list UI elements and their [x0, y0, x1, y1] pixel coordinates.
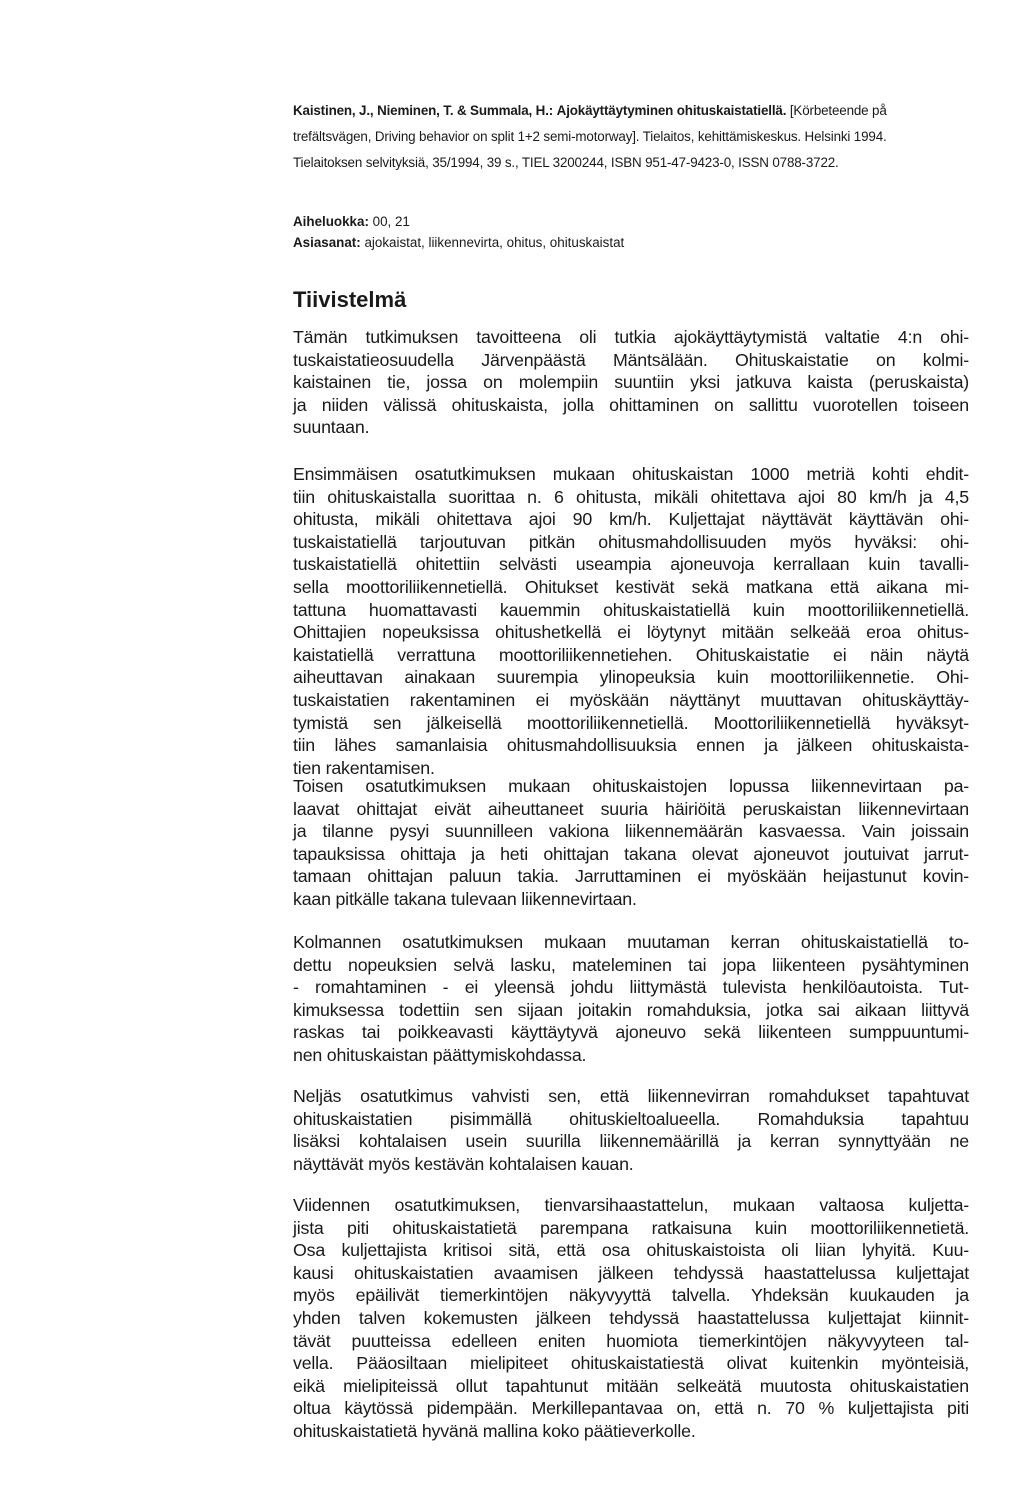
paragraph-line: Neljäs osatutkimus vahvisti sen, että liikennevirran romahdukset tapahtuvat	[293, 1086, 969, 1106]
paragraph-line: kausi ohituskaistatien avaamisen jälkeen tehdyssä haastattelussa kuljettajat	[293, 1262, 969, 1283]
paragraph-line: tuskaistatieosuudella Järvenpäästä Mäntsälään. Ohituskaistatie on kolmi-	[293, 349, 969, 370]
paragraph-line: Ensimmäisen osatutkimuksen mukaan ohituskaistan 1000 metriä kohti ehdit-	[293, 464, 969, 484]
paragraph-line: tuskaistatiellä tarjoutuvan pitkän ohitusmahdollisuuden myös hyväksi: ohi-	[293, 531, 969, 552]
paragraph-line: ja tilanne pysyi suunnilleen vakiona liikennemäärän kasvaessa. Vain joissain	[293, 821, 969, 842]
reference-line-3: Tielaitoksen selvityksiä, 35/1994, 39 s., TIEL 3200244, ISBN 951-47-9423-0, ISSN 0788-3722.	[293, 155, 839, 170]
paragraph-line: kaistainen tie, jossa on molempiin suuntiin yksi jatkuva kaista (peruskaista)	[293, 372, 969, 393]
reference-line-2: trefältsvägen, Driving behavior on split 1+2 semi-motorway]. Tielaitos, kehittämiskeskus. Helsinki 1994.	[293, 129, 887, 144]
paragraph-line: Tämän tutkimuksen tavoitteena oli tutkia ajokäyttäytymistä valtatie 4:n ohi-	[293, 327, 969, 347]
paragraph-line: suuntaan.	[293, 417, 370, 438]
paragraph-line: ohituskaistatien pisimmällä ohituskieltoalueella. Romahduksia tapahtuu	[293, 1108, 969, 1129]
category-line	[293, 212, 973, 232]
paragraph-line: tamaan ohittajan paluun takia. Jarruttaminen ei myöskään heijastunut kovin-	[293, 866, 969, 887]
paragraph-1	[293, 326, 969, 439]
paragraph-5	[293, 1085, 969, 1175]
reference-line-1-rest: [Körbeteende på	[789, 103, 887, 118]
paragraph-line: Viidennen osatutkimuksen, tienvarsihaastattelun, mukaan valtaosa kuljetta-	[293, 1195, 969, 1215]
paragraph-line: jista piti ohituskaistatietä parempana ratkaisuna kuin moottoriliikennetietä.	[293, 1217, 969, 1238]
paragraph-line: tuskaistatien rakentaminen ei myöskään näyttänyt muuttavan ohituskäyttäy-	[293, 689, 969, 710]
paragraph-line: ohituskaistatietä hyvänä mallina koko päätieverkolle.	[293, 1420, 696, 1441]
paragraph-line: tiin ohituskaistalla suorittaa n. 6 ohitusta, mikäli ohitettava ajoi 80 km/h ja 4,5	[293, 486, 969, 507]
paragraph-4	[293, 931, 969, 1067]
paragraph-line: kimuksessa todettiin sen sijaan joitakin romahduksia, jotka sai aikaan liittyvä	[293, 999, 969, 1020]
keywords-value: ajokaistat, liikennevirta, ohitus, ohituskaistat	[364, 235, 625, 250]
paragraph-line: - romahtaminen - ei yleensä johdu liittymästä tulevista henkilöautoista. Tut-	[293, 977, 969, 998]
paragraph-line: kaan pitkälle takana tulevaan liikennevirtaan.	[293, 888, 637, 909]
reference-line-1	[293, 98, 973, 124]
paragraph-line: ja niiden välissä ohituskaista, jolla ohittaminen on sallittu vuorotellen toiseen	[293, 394, 969, 415]
category-label: Aiheluokka:	[293, 214, 369, 229]
paragraph-line: dettu nopeuksien selvä lasku, mateleminen tai jopa liikenteen pysähtyminen	[293, 954, 969, 975]
paragraph-2	[293, 463, 969, 779]
paragraph-line: Kolmannen osatutkimuksen mukaan muutaman kerran ohituskaistatiellä to-	[293, 932, 969, 952]
abstract-heading: Tiivistelmä	[293, 287, 407, 312]
paragraph-line: tien rakentamisen.	[293, 757, 435, 778]
paragraph-line: kaistatiellä verrattuna moottoriliikennetiehen. Ohituskaistatie ei näin näytä	[293, 644, 969, 665]
paragraph-line: tymistä sen jälkeisellä moottoriliikennetiellä. Moottoriliikennetiellä hyväksyt-	[293, 712, 969, 733]
paragraph-line: vella. Pääosiltaan mielipiteet ohituskaistatiestä olivat kuitenkin myönteisiä,	[293, 1353, 969, 1374]
paragraph-line: tiin lähes samanlaisia ohitusmahdollisuuksia ennen ja jälkeen ohituskaista-	[293, 735, 969, 756]
paragraph-line: lisäksi kohtalaisen usein suurilla liikennemäärillä ja kerran synnyttyään ne	[293, 1131, 969, 1152]
category-value: 00, 21	[372, 214, 410, 229]
paragraph-line: sella moottoriliikennetiellä. Ohitukset kestivät sekä matkana että aikana mi-	[293, 576, 969, 597]
paragraph-line: myös epäilivät tiemerkintöjen näkyvyyttä talvella. Yhdeksän kuukauden ja	[293, 1285, 969, 1306]
paragraph-line: tattuna huomattavasti kauemmin ohituskaistatiellä kuin moottoriliikennetiellä.	[293, 599, 969, 620]
paragraph-line: raskas tai poikkeavasti käyttäytyvä ajoneuvo sekä liikenteen sumppuuntumi-	[293, 1022, 969, 1043]
paragraph-line: laavat ohittajat eivät aiheuttaneet suuria häiriöitä peruskaistan liikennevirtaan	[293, 798, 969, 819]
keywords-line	[293, 233, 973, 253]
paragraph-line: tapauksissa ohittaja ja heti ohittajan takana olevat ajoneuvot joutuivat jarrut-	[293, 843, 969, 864]
paragraph-line: ohitusta, mikäli ohitettava ajoi 90 km/h. Kuljettajat näyttävät käyttävän ohi-	[293, 509, 969, 530]
paragraph-line: näyttävät myös kestävän kohtalaisen kauan.	[293, 1153, 634, 1174]
paragraph-line: tuskaistatiellä ohitettiin selvästi useampia ajoneuvoja kerrallaan kuin tavalli-	[293, 554, 969, 575]
paragraph-line: aiheuttavan ainakaan suurempia ylinopeuksia kuin moottoriliikennetie. Ohi-	[293, 667, 969, 688]
paragraph-line: yhden talven kokemusten jälkeen tehdyssä haastattelussa kuljettajat kiinnit-	[293, 1307, 969, 1328]
reference-title: Ajokäyttäytyminen ohituskaistatiellä.	[556, 103, 787, 118]
bibliographic-reference	[293, 98, 973, 176]
paragraph-line: Osa kuljettajista kritisoi sitä, että osa ohituskaistoista oli liian lyhyitä. Kuu-	[293, 1240, 969, 1261]
paragraph-line: tävät puutteissa edelleen eniten huomiota tiemerkintöjen näkyvyyteen tal-	[293, 1330, 969, 1351]
reference-authors: Kaistinen, J., Nieminen, T. & Summala, H.:	[293, 103, 554, 118]
keywords-label: Asiasanat:	[293, 235, 361, 250]
paragraph-line: oltua käytössä pidempään. Merkillepantavaa on, että n. 70 % kuljettajista piti	[293, 1398, 969, 1419]
paragraph-line: nen ohituskaistan päättymiskohdassa.	[293, 1044, 587, 1065]
paragraph-6	[293, 1194, 969, 1443]
paragraph-line: eikä mielipiteissä ollut tapahtunut mitään selkeätä muutosta ohituskaistatien	[293, 1375, 969, 1396]
paragraph-3	[293, 775, 969, 911]
paragraph-line: Ohittajien nopeuksissa ohitushetkellä ei löytynyt mitään selkeää eroa ohitus-	[293, 622, 969, 643]
paragraph-line: Toisen osatutkimuksen mukaan ohituskaistojen lopussa liikennevirtaan pa-	[293, 776, 969, 796]
